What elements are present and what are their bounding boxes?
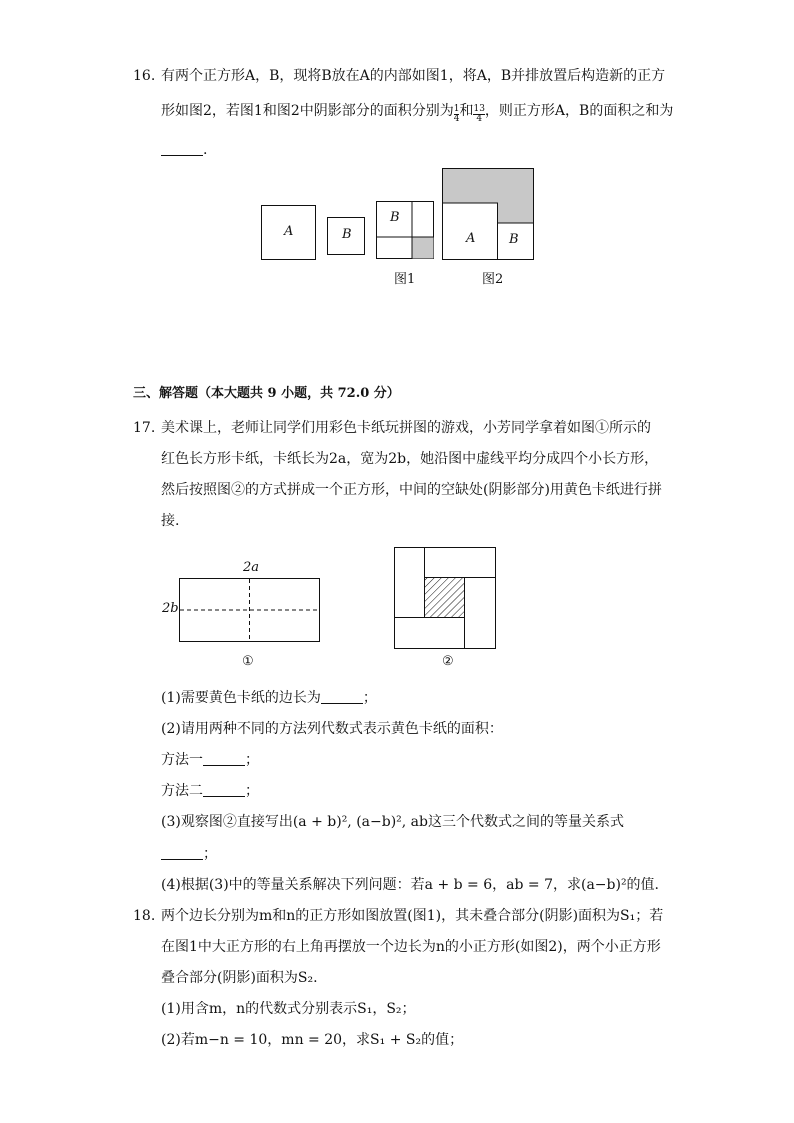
rectangle-card-diagram [179,578,321,643]
q17-part4: (4)根据(3)中的等量关系解决下列问题：若a + b = 6，ab = 7，求(a−b)²的值. [161,877,660,893]
fig1-top-label: 2a [243,560,260,575]
q18-part1: (1)用含m，n的代数式分别表示S₁，S₂； [161,1001,416,1017]
q17-part3-end: ； [203,846,217,862]
frac1-numerator: 1 [453,104,460,114]
q16-line2 [161,101,673,124]
frac2-denominator: 4 [473,114,484,124]
q17-part1-end: ； [362,690,377,706]
q17-part2: (2)请用两种不同的方法列代数式表示黄色卡纸的面积： [161,721,503,737]
q18-line2: 在图1中大正方形的右上角再摆放一个边长为n的小正方形(如图2)，两个小正方形 [161,939,661,955]
q16-line3 [161,140,207,160]
q18-number: 18. [133,908,156,924]
section-heading: 三、解答题（本大题共 9 小题，共 72.0 分） [133,386,400,401]
q17-method1 [161,750,259,770]
q17-line4: 接. [161,513,180,529]
method2-end: ； [245,783,259,799]
fig1-left-label: 2b [162,601,179,616]
q16-line1: 有两个正方形A，B，现将B放在A的内部如图1，将A，B并排放置后构造新的正方 [161,68,666,84]
answer-blank [203,782,245,797]
q17-line3: 然后按照图②的方式拼成一个正方形，中间的空缺处(阴影部分)用黄色卡纸进行拼 [161,482,662,498]
q17-part3: (3)观察图②直接写出(a + b)², (a−b)², ab这三个代数式之间的等量关系式 [161,814,624,830]
answer-blank [321,689,363,704]
fig2-label-a: A [466,231,476,246]
q17-line2: 红色长方形卡纸，卡纸长为2a，宽为2b，她沿图中虚线平均分成四个小长方形， [161,451,659,467]
q18-part2: (2)若m−n = 10，mn = 20，求S₁ + S₂的值； [161,1032,464,1048]
q16-and: 和 [459,103,474,119]
q18-line1: 两个边长分别为m和n的正方形如图放置(图1)，其未叠合部分(阴影)面积为S₁；若 [161,908,664,924]
figure-2-diagram [442,168,534,260]
q16-line2-pre: 形如图2，若图1和图2中阴影部分的面积分别为 [161,103,454,119]
q16-fraction-2 [473,105,484,124]
square-a-label: A [284,224,294,239]
fig1-caption: 图1 [394,272,416,287]
q17-part3-answer [161,844,217,864]
square-b-label: B [342,227,352,242]
method1-end: ； [245,752,259,768]
q16-number: 16. [133,68,156,84]
q17-part1 [161,688,377,708]
method2-text: 方法二 [161,783,203,799]
q17-part1-text: (1)需要黄色卡纸的边长为 [161,690,321,706]
frac2-numerator: 13 [473,104,485,114]
q17-method2 [161,781,259,801]
method1-text: 方法一 [161,752,203,768]
answer-blank [161,845,203,860]
fig2-caption: 图2 [482,272,504,287]
figure-1-diagram [376,201,434,259]
q17-number: 17. [133,420,156,436]
fig1-shaded-region [412,237,434,259]
fig1-label-b: B [390,210,400,225]
fig2-label-b: B [509,232,519,247]
hatched-center-square [425,578,465,618]
q17-line1: 美术课上，老师让同学们用彩色卡纸玩拼图的游戏，小芳同学拿着如图①所示的 [161,420,651,436]
fig-circle-1-caption: ① [242,654,254,669]
assembled-square-diagram [394,547,496,649]
q16-period: . [203,142,208,158]
q18-line3: 叠合部分(阴影)面积为S₂. [161,970,318,986]
fig-circle-2-caption: ② [442,654,454,669]
answer-blank [161,141,203,156]
q16-line2-post: ，则正方形A，B的面积之和为 [484,103,674,119]
answer-blank [203,751,245,766]
frac1-denominator: 4 [453,114,460,124]
